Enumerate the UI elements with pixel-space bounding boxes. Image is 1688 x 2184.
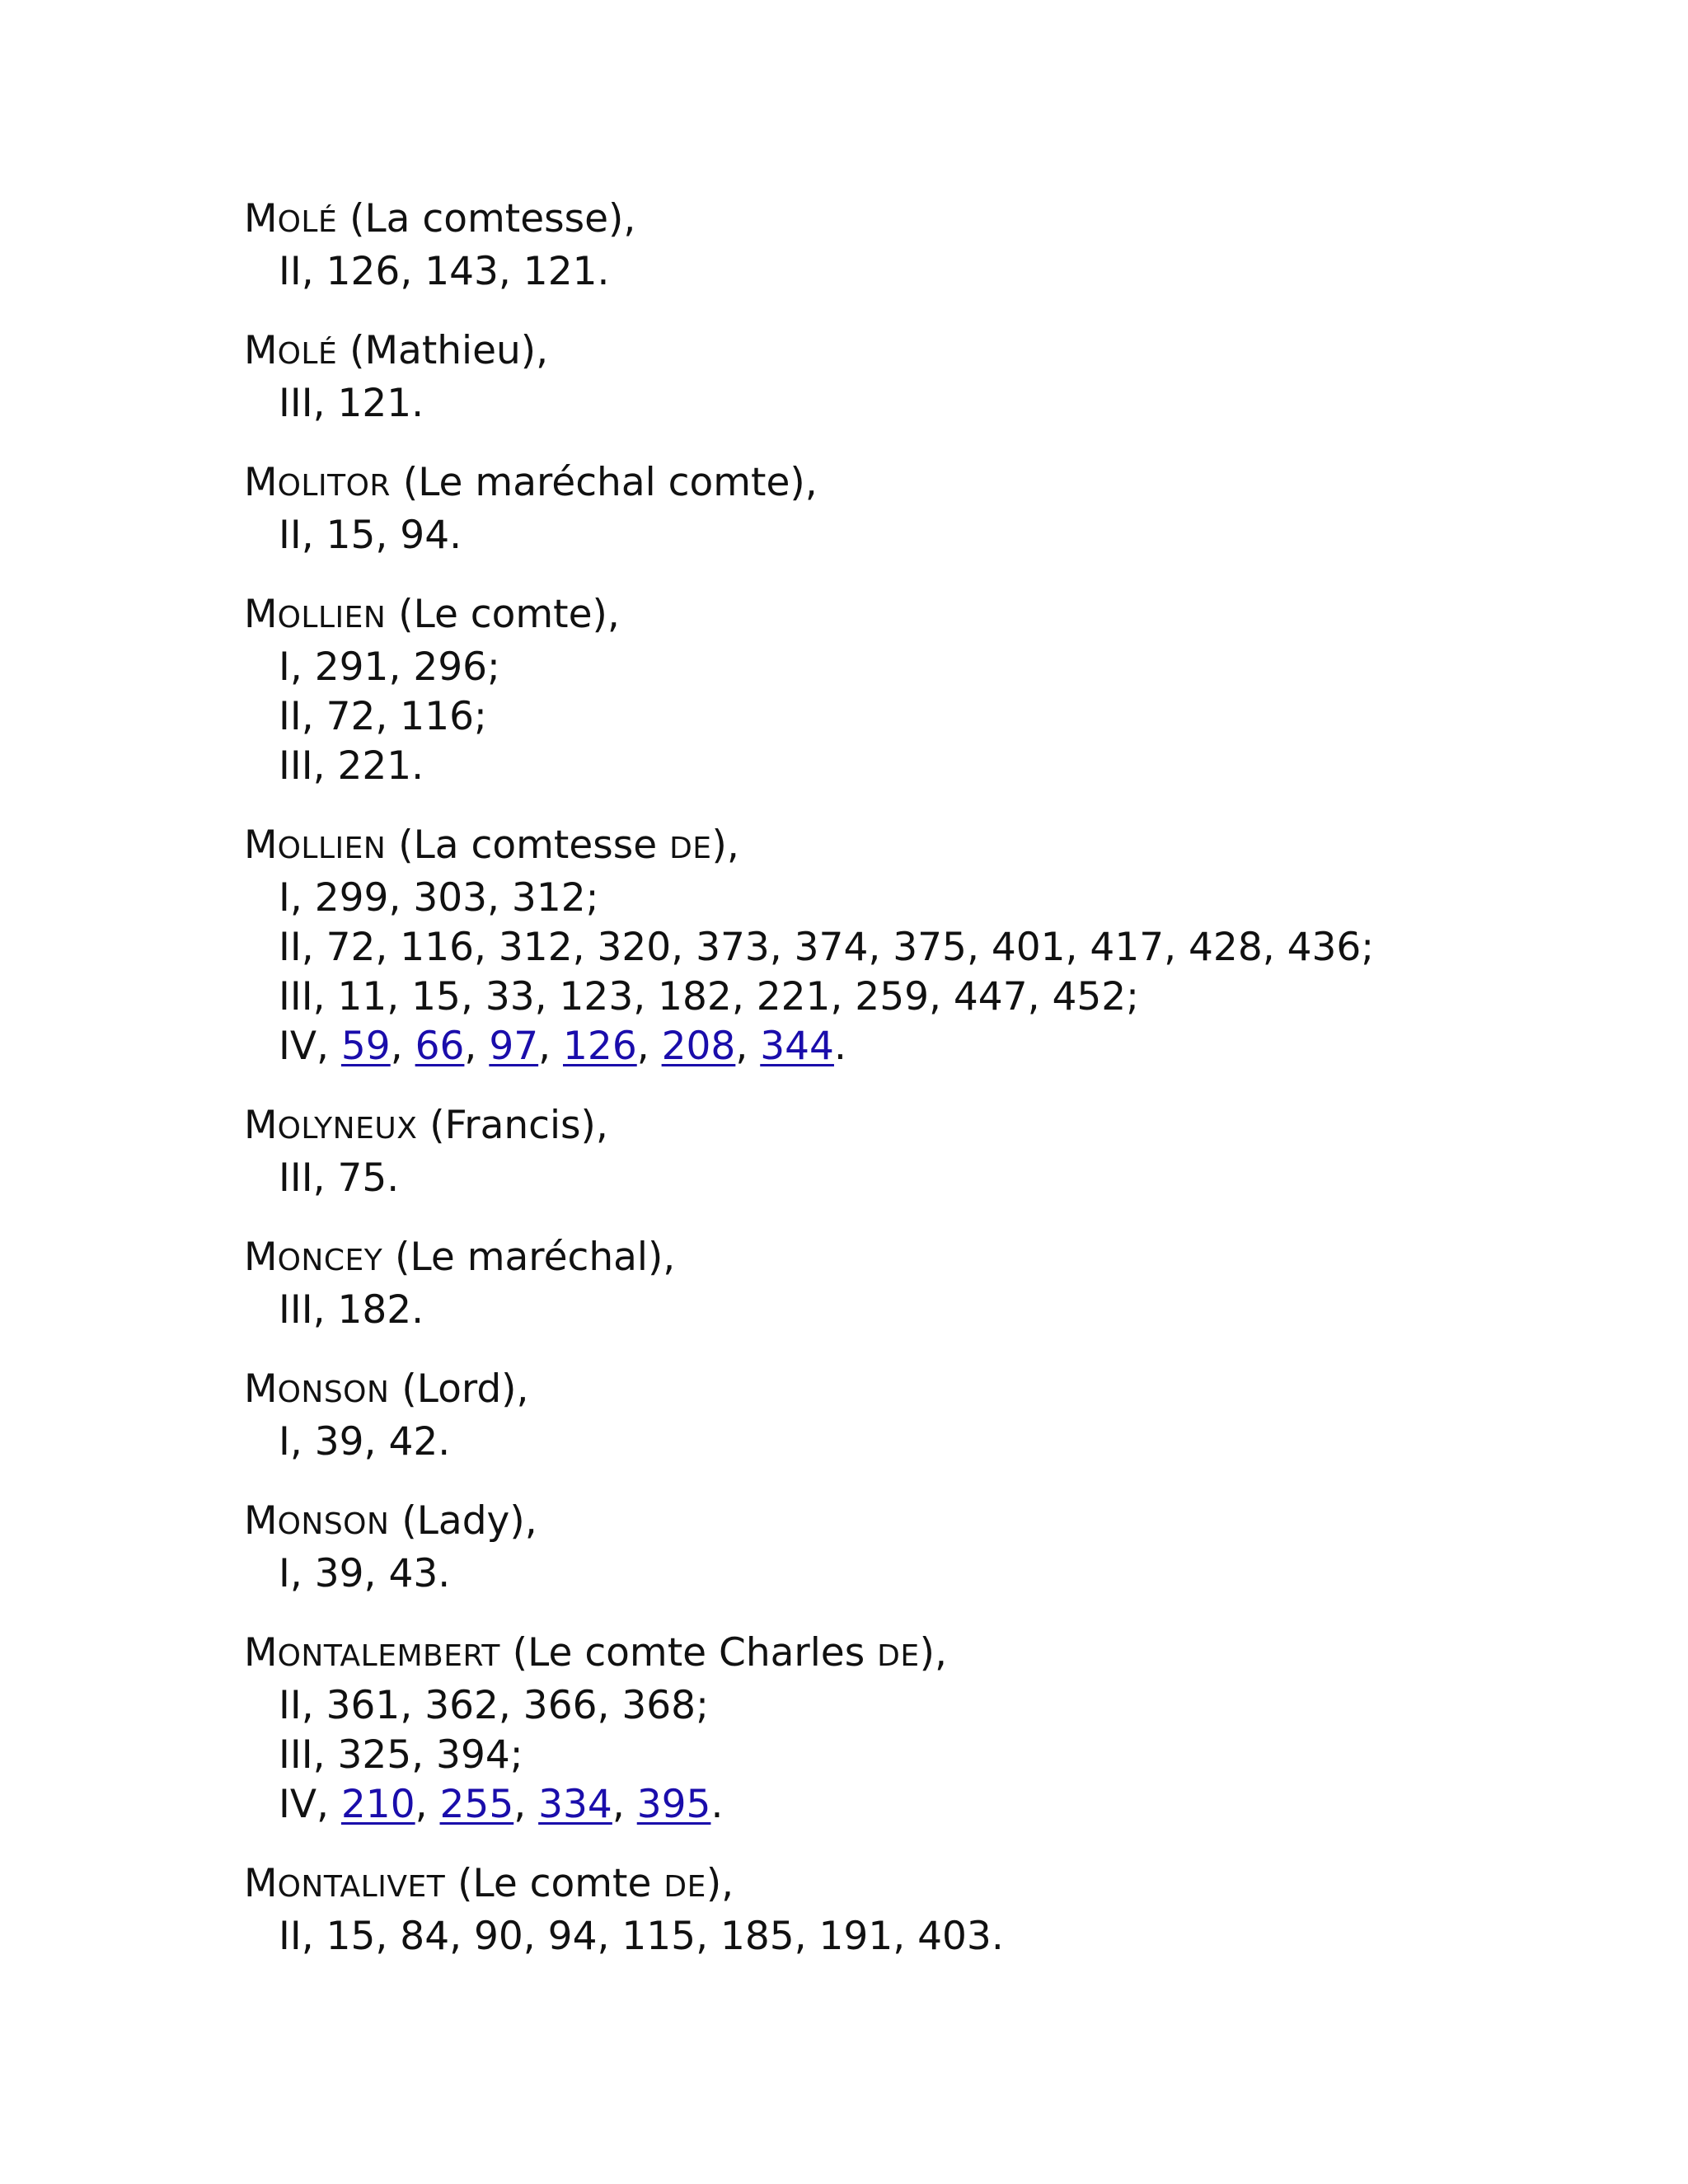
name-initial: M [244, 196, 278, 241]
index-entry [244, 458, 1645, 560]
volume-number: II [279, 249, 302, 294]
index-entry [244, 590, 1645, 791]
reference-line [244, 511, 1645, 560]
reference-line [244, 379, 1645, 429]
name-initial: M [244, 1103, 278, 1148]
name-initial: M [244, 460, 278, 505]
entry-name [244, 194, 1645, 247]
volume-number: III [279, 1155, 313, 1201]
page-numbers: , 361, 362, 366, 368; [301, 1683, 709, 1728]
page-link[interactable]: 97 [489, 1024, 539, 1069]
index-entry [244, 1365, 1645, 1467]
reference-line [244, 1731, 1645, 1780]
page-numbers: , 72, 116; [301, 694, 487, 739]
reference-line: IV, 210, 255, 334, 395. [279, 1782, 724, 1827]
name-small-caps: OLLIEN [277, 601, 387, 635]
reference-end: . [710, 1782, 724, 1827]
name-small-caps: ONTALIVET [277, 1870, 446, 1904]
page-numbers: , 72, 116, 312, 320, 373, 374, 375, 401, 417, 428, 436; [301, 925, 1375, 970]
page-link[interactable]: 59 [340, 1024, 391, 1069]
reference-line [244, 1154, 1645, 1203]
volume-number: II [279, 1683, 302, 1728]
name-closing: ), [919, 1630, 947, 1675]
volume-number: II [279, 925, 302, 970]
entry-name [244, 458, 1645, 511]
name-qualifier: (Lady), [389, 1498, 537, 1544]
entry-name [244, 1859, 1645, 1912]
index-entry [244, 326, 1645, 429]
volume-number: II [279, 1914, 302, 1959]
reference-line: IV, 59, 66, 97, 126, 208, 344. [279, 1024, 846, 1069]
index-entry [244, 1629, 1645, 1830]
name-initial: M [244, 1366, 278, 1412]
name-qualifier: (Le comte Charles [499, 1630, 878, 1675]
volume-number: IV [279, 1782, 317, 1827]
volume-number: III [279, 1732, 313, 1778]
name-qualifier: (Mathieu), [337, 328, 549, 373]
reference-end: . [833, 1024, 846, 1069]
volume-number: II [279, 513, 302, 558]
page-link[interactable]: 334 [538, 1782, 612, 1827]
page-link[interactable]: 395 [636, 1782, 711, 1827]
name-small-caps: OLÉ [277, 337, 338, 371]
name-small-caps: ONSON [277, 1376, 390, 1409]
name-small-caps: OLITOR [277, 469, 391, 503]
name-particle: DE [663, 1870, 706, 1904]
name-qualifier: (Lord), [389, 1366, 529, 1412]
name-small-caps: OLYNEUX [277, 1112, 418, 1146]
page-numbers: , 221. [312, 743, 424, 789]
index-entry [244, 1233, 1645, 1335]
volume-number: II [279, 694, 302, 739]
page-link[interactable]: 66 [415, 1024, 465, 1069]
index-entry [244, 1101, 1645, 1203]
name-initial: M [244, 1861, 278, 1906]
index-entry [244, 821, 1645, 1071]
name-particle: DE [669, 832, 712, 865]
name-qualifier: (Francis), [417, 1103, 608, 1148]
page-numbers: , 299, 303, 312; [289, 875, 599, 921]
index-entry [244, 1859, 1645, 1961]
entry-name [244, 1101, 1645, 1154]
page-numbers: , 121. [312, 381, 424, 426]
name-small-caps: OLÉ [277, 205, 338, 239]
reference-line [244, 1286, 1645, 1335]
name-small-caps: ONTALEMBERT [277, 1639, 500, 1673]
reference-line [244, 923, 1645, 972]
reference-line [244, 1912, 1645, 1961]
name-qualifier: (Le maréchal), [382, 1235, 676, 1280]
entry-name [244, 590, 1645, 643]
page-numbers: , 39, 42. [289, 1419, 451, 1465]
entry-name [244, 821, 1645, 874]
index-page [244, 194, 1645, 1991]
name-initial: M [244, 823, 278, 868]
name-qualifier: (Le comte [445, 1861, 664, 1906]
page-link[interactable]: 210 [340, 1782, 415, 1827]
page-link[interactable]: 344 [760, 1024, 834, 1069]
reference-line [244, 247, 1645, 297]
volume-number: I [279, 644, 290, 690]
volume-number: I [279, 1551, 290, 1596]
page-numbers: , 15, 94. [301, 513, 462, 558]
volume-number: III [279, 381, 313, 426]
name-qualifier: (Le comte), [386, 592, 620, 637]
name-qualifier: (Le maréchal comte), [390, 460, 818, 505]
volume-number: III [279, 1287, 313, 1333]
volume-number: I [279, 875, 290, 921]
name-qualifier: (La comtesse [386, 823, 670, 868]
reference-line [244, 972, 1645, 1022]
index-entry [244, 1497, 1645, 1599]
name-small-caps: ONCEY [277, 1244, 383, 1277]
page-numbers: , 182. [312, 1287, 424, 1333]
page-numbers: , 75. [312, 1155, 400, 1201]
name-small-caps: ONSON [277, 1507, 390, 1541]
name-closing: ), [711, 823, 739, 868]
page-link[interactable]: 208 [661, 1024, 736, 1069]
reference-line [244, 1681, 1645, 1731]
volume-number: I [279, 1419, 290, 1465]
volume-number: IV [279, 1024, 317, 1069]
page-numbers: , 15, 84, 90, 94, 115, 185, 191, 403. [301, 1914, 1004, 1959]
reference-line [244, 1549, 1645, 1599]
reference-line [244, 643, 1645, 692]
volume-number: III [279, 743, 313, 789]
entry-name [244, 1629, 1645, 1681]
name-initial: M [244, 1630, 278, 1675]
name-particle: DE [877, 1639, 920, 1673]
volume-number: III [279, 974, 313, 1019]
page-numbers: , 291, 296; [289, 644, 500, 690]
name-initial: M [244, 1235, 278, 1280]
name-small-caps: OLLIEN [277, 832, 387, 865]
reference-line [244, 1418, 1645, 1467]
name-closing: ), [706, 1861, 734, 1906]
reference-line [244, 742, 1645, 791]
name-initial: M [244, 592, 278, 637]
page-numbers: , 325, 394; [312, 1732, 523, 1778]
page-numbers: , 39, 43. [289, 1551, 451, 1596]
page-link[interactable]: 126 [563, 1024, 637, 1069]
reference-line [244, 692, 1645, 742]
name-initial: M [244, 328, 278, 373]
entry-name [244, 1365, 1645, 1418]
index-entry [244, 194, 1645, 297]
name-initial: M [244, 1498, 278, 1544]
name-qualifier: (La comtesse), [337, 196, 636, 241]
page-numbers: , 11, 15, 33, 123, 182, 221, 259, 447, 452; [312, 974, 1140, 1019]
entry-name [244, 1233, 1645, 1286]
entry-name [244, 1497, 1645, 1549]
reference-line [244, 874, 1645, 923]
page-link[interactable]: 255 [439, 1782, 514, 1827]
page-numbers: , 126, 143, 121. [301, 249, 610, 294]
entry-name [244, 326, 1645, 379]
